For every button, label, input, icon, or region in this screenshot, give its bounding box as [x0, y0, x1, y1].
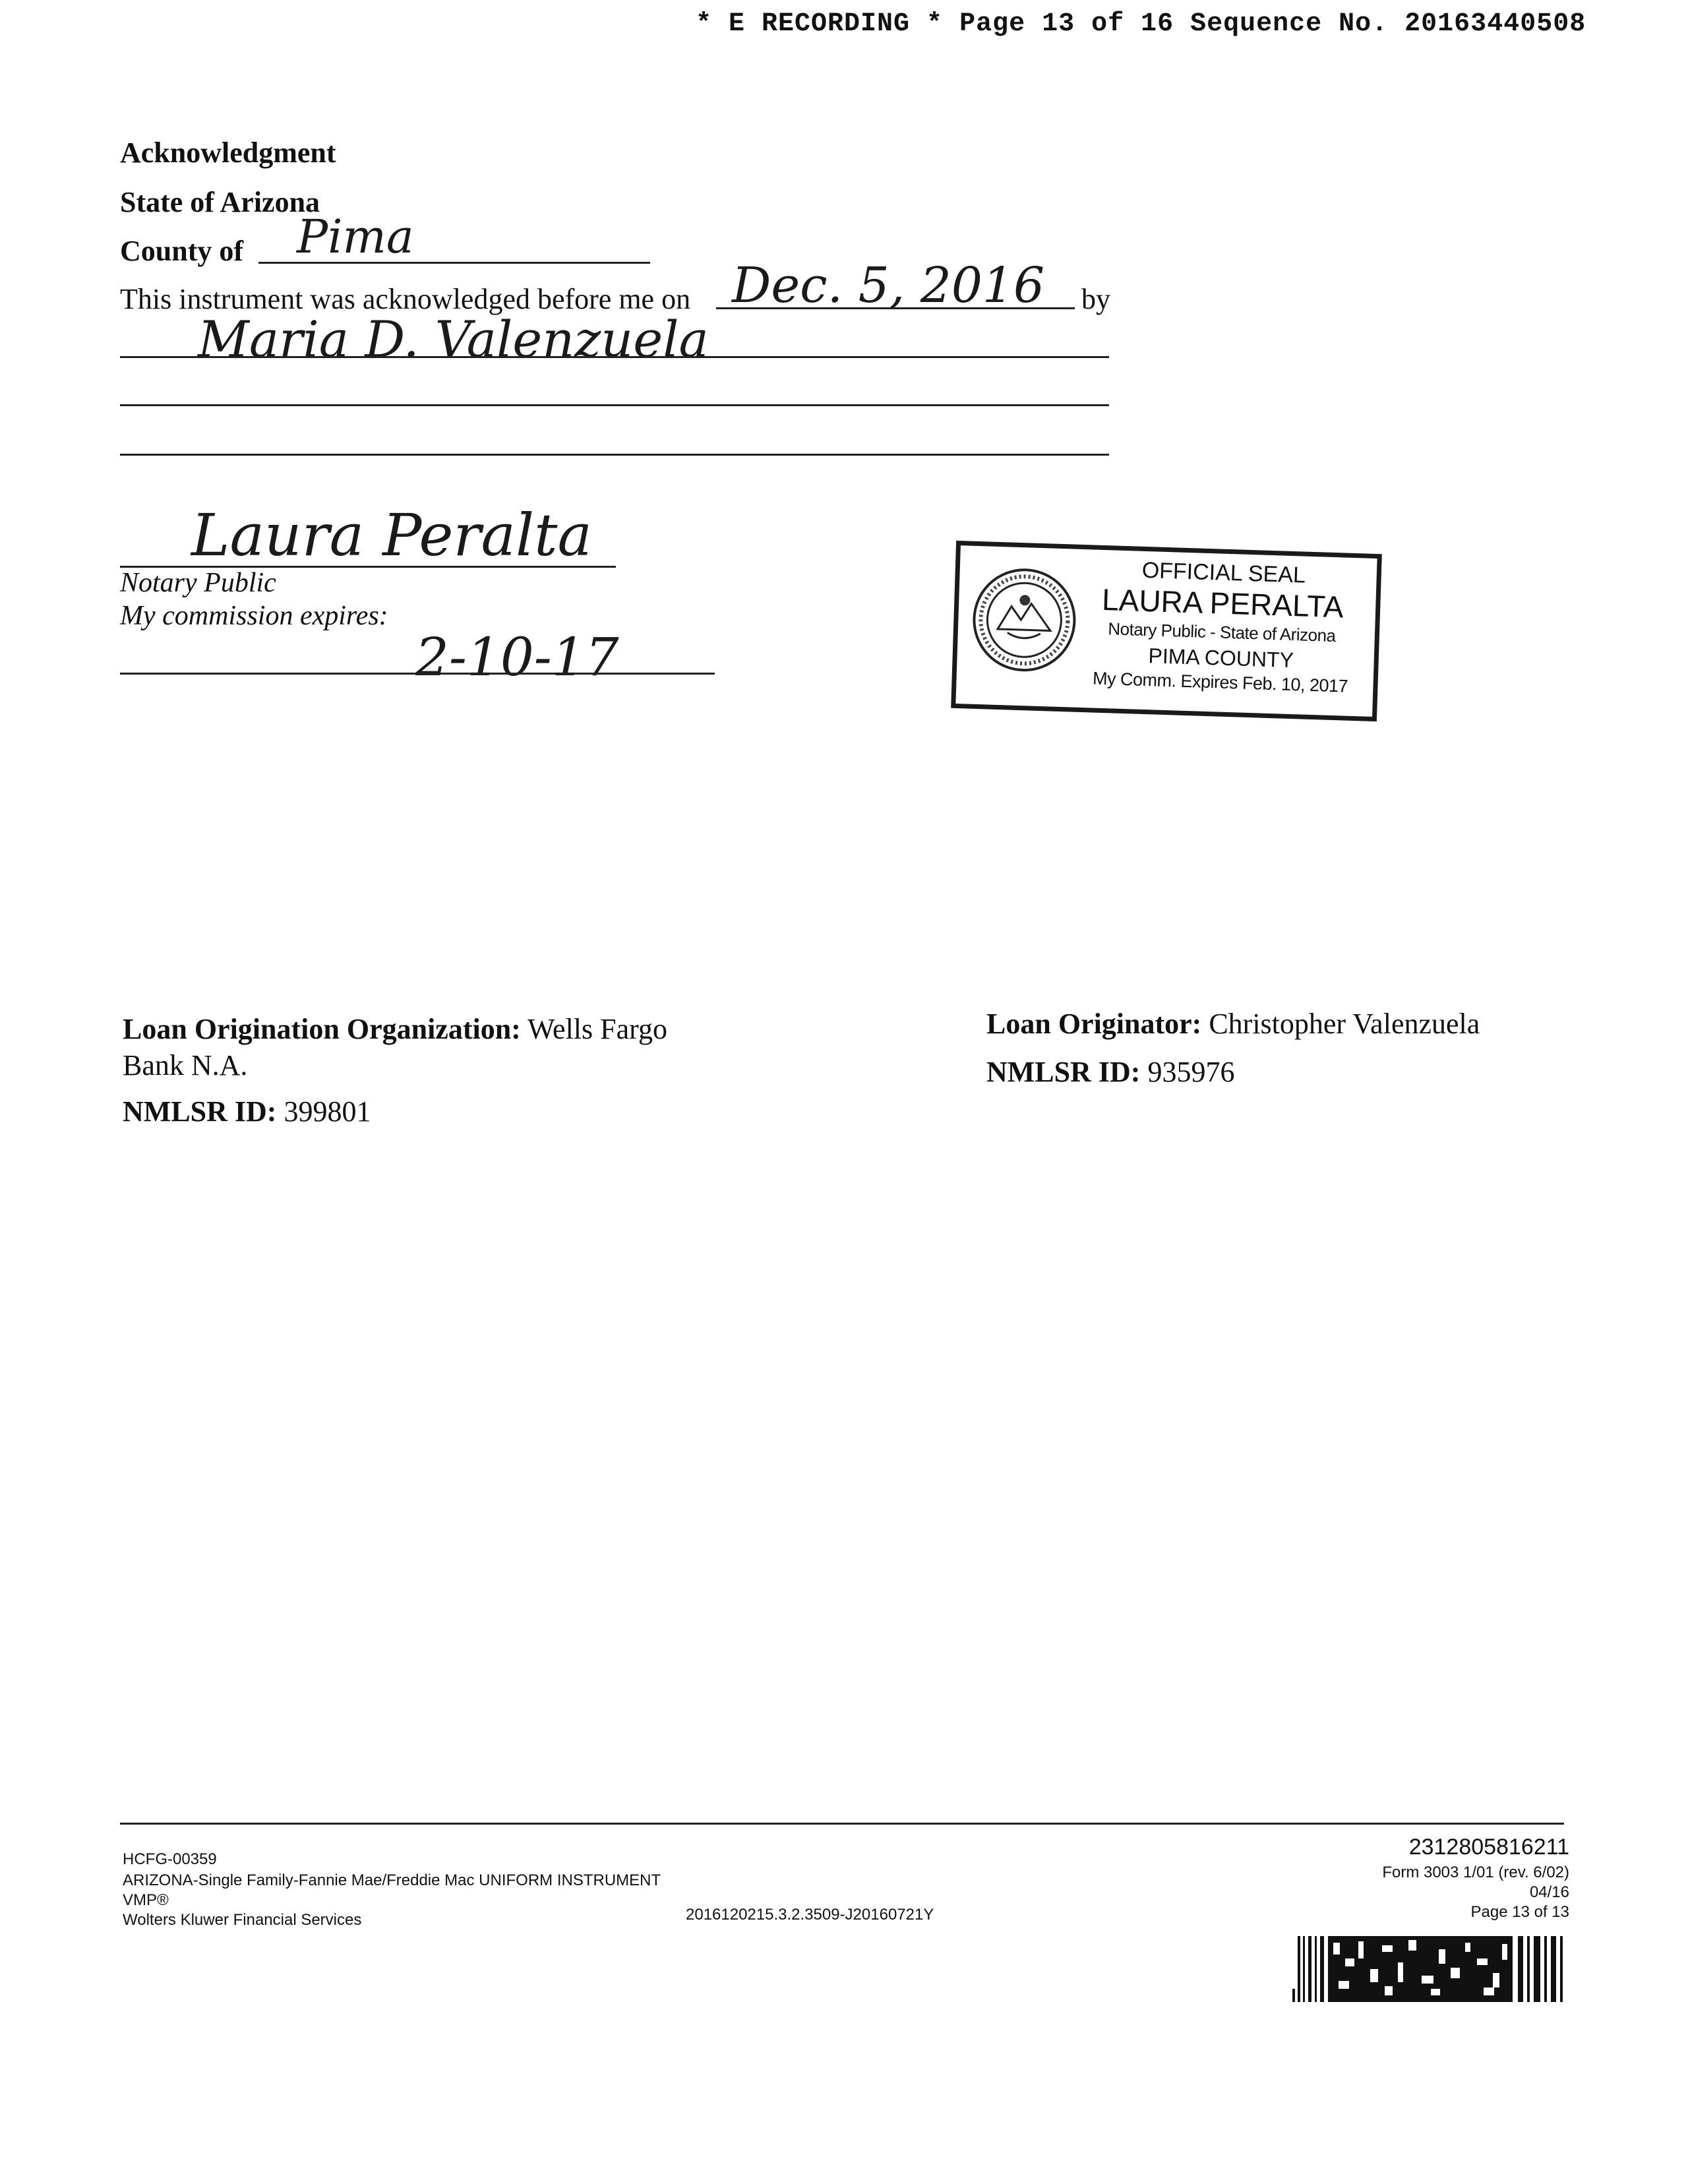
loan-org-value-line2: Bank N.A. — [123, 1049, 248, 1081]
acknowledged-by-handwritten: Maria D. Valenzuela — [198, 310, 709, 369]
footer-page: Page 13 of 13 — [1470, 1903, 1569, 1921]
county-label: County of — [120, 235, 244, 267]
instrument-text: This instrument was acknowledged before me on — [120, 283, 691, 315]
footer-form-desc: ARIZONA-Single Family-Fannie Mae/Freddie Mac UNIFORM INSTRUMENT — [123, 1871, 661, 1889]
loan-originator-nmlsr-label: NMLSR ID: — [986, 1056, 1141, 1088]
loan-org-block — [123, 1012, 716, 1046]
commission-label: My commission expires: — [120, 601, 388, 631]
loan-org-label: Loan Origination Organization: — [123, 1013, 521, 1045]
seal-line-expires: My Comm. Expires Feb. 10, 2017 — [1092, 668, 1348, 696]
seal-line-county: PIMA COUNTY — [1148, 644, 1294, 673]
name-line-3 — [120, 454, 1109, 456]
loan-originator-nmlsr-value: 935976 — [1147, 1056, 1235, 1088]
footer-rule — [120, 1823, 1564, 1825]
notary-title: Notary Public — [120, 568, 276, 598]
name-line-1 — [120, 356, 1109, 358]
loan-org-value: Wells Fargo — [528, 1013, 668, 1045]
footer-publisher: Wolters Kluwer Financial Services — [123, 1911, 362, 1929]
by-label: by — [1081, 283, 1110, 315]
name-line-2 — [120, 404, 1109, 406]
arizona-seal-icon — [970, 566, 1079, 675]
footer-revision: 04/16 — [1529, 1883, 1569, 1901]
seal-line-name: LAURA PERALTA — [1101, 582, 1344, 624]
footer-doc-id: 2016120215.3.2.3509-J20160721Y — [686, 1906, 934, 1924]
footer-code: HCFG-00359 — [123, 1850, 217, 1868]
loan-originator-label: Loan Originator: — [986, 1008, 1202, 1040]
state-label: State of Arizona — [120, 186, 320, 218]
commission-line — [120, 673, 715, 675]
seal-line-notary: Notary Public - State of Arizona — [1107, 619, 1337, 646]
commission-date-handwritten: 2-10-17 — [415, 626, 619, 688]
loan-originator-nmlsr — [986, 1055, 1234, 1089]
loan-originator-block — [986, 1007, 1480, 1041]
seal-line-official: OFFICIAL SEAL — [1141, 557, 1306, 588]
notary-signature: Laura Peralta — [191, 501, 592, 569]
county-handwritten: Pima — [297, 210, 414, 264]
footer-loan-number: 2312805816211 — [1408, 1835, 1569, 1860]
recording-header: * E RECORDING * Page 13 of 16 Sequence No. 20163440508 — [696, 9, 1586, 39]
loan-org-nmlsr — [123, 1095, 371, 1128]
official-seal-stamp — [951, 541, 1382, 721]
footer-form-number: Form 3003 1/01 (rev. 6/02) — [1382, 1864, 1569, 1881]
footer-vmp: VMP® — [123, 1891, 169, 1909]
loan-org-nmlsr-label: NMLSR ID: — [123, 1095, 277, 1128]
acknowledgment-title: Acknowledgment — [120, 136, 336, 169]
barcode-icon — [1292, 1929, 1569, 2002]
loan-originator-value: Christopher Valenzuela — [1209, 1008, 1480, 1040]
date-handwritten: Dec. 5, 2016 — [732, 257, 1045, 314]
loan-org-nmlsr-value: 399801 — [284, 1095, 371, 1128]
